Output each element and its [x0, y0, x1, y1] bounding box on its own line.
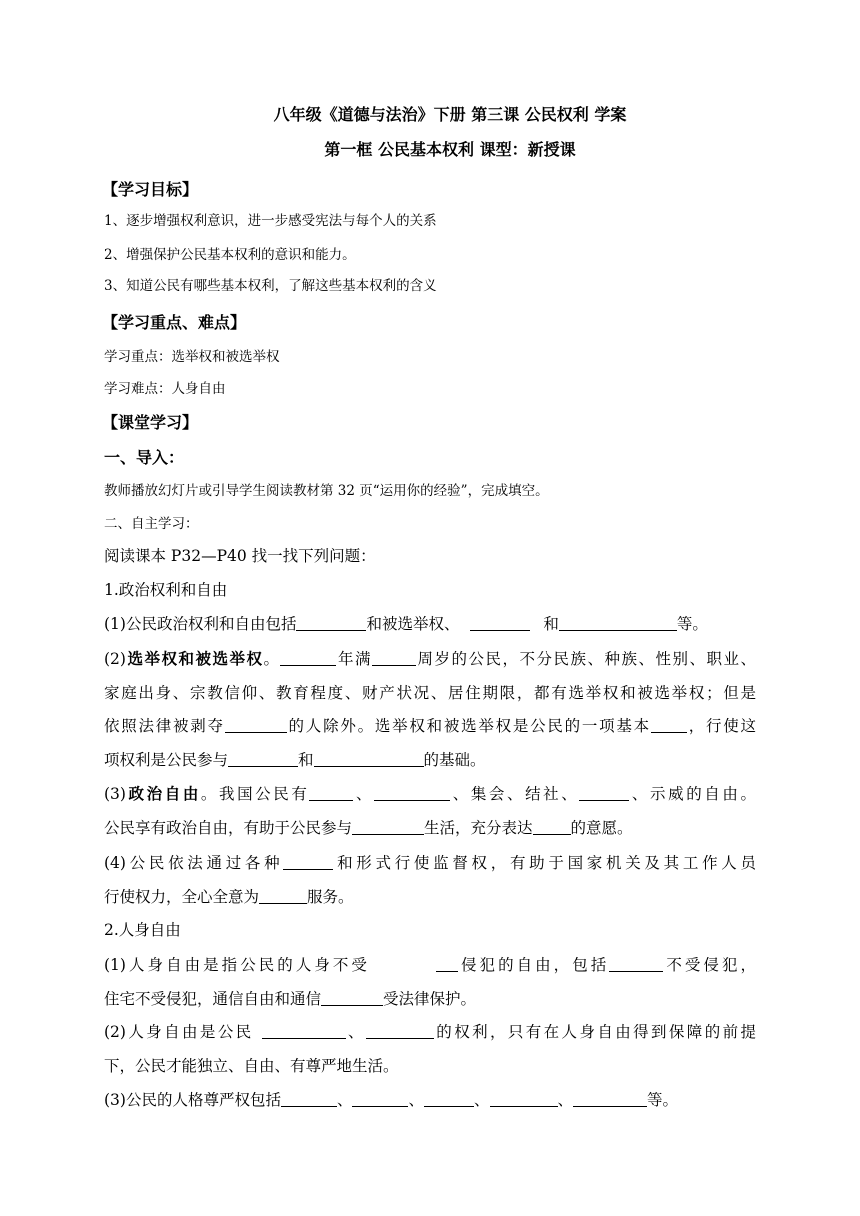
intro-heading: 一、导入： — [104, 448, 185, 467]
answer-blank[interactable] — [470, 615, 530, 632]
section-heading-goals: 【学习目标】 — [102, 180, 199, 199]
self-study-heading: 二、自主学习： — [104, 516, 199, 532]
answer-blank[interactable] — [436, 956, 458, 973]
section-heading-class: 【课堂学习】 — [102, 413, 199, 432]
answer-blank[interactable] — [533, 819, 571, 836]
answer-blank[interactable] — [424, 1091, 474, 1108]
answer-blank[interactable] — [296, 615, 366, 632]
difficulty: 学习难点：人身自由 — [104, 381, 226, 397]
answer-blank[interactable] — [280, 650, 336, 667]
doc-title: 八年级《道德与法治》下册 第三课 公民权利 学案 — [273, 105, 627, 124]
q1-2-line3: 依照法律被剥夺 的人除外。选举权和被选举权是公民的一项基本 ，行使这 — [104, 717, 756, 735]
answer-blank[interactable] — [573, 1091, 647, 1108]
answer-blank[interactable] — [281, 1091, 337, 1108]
answer-blank[interactable] — [609, 956, 663, 973]
q1-3-line2: 公民享有政治自由，有助于公民参与 生活，充分表达 的意愿。 — [104, 819, 633, 837]
q2-3: (3)公民的人格尊严权包括 、 、 、 、 等。 — [104, 1091, 679, 1109]
q2-2-line2: 下，公民才能独立、自由、有尊严地生活。 — [104, 1057, 399, 1075]
q1-3-line1: (3)政治自由。我国公民有 、 、集会、结社、 、示威的自由。 — [104, 784, 756, 803]
answer-blank[interactable] — [283, 854, 333, 871]
section-2-title: 2.人身自由 — [104, 921, 181, 939]
key-point: 学习重点：选举权和被选举权 — [104, 349, 280, 365]
intro-text: 教师播放幻灯片或引导学生阅读教材第 32 页“运用你的经验”，完成填空。 — [104, 483, 549, 499]
answer-blank[interactable] — [490, 1091, 558, 1108]
answer-blank[interactable] — [372, 650, 416, 667]
answer-blank[interactable] — [309, 785, 353, 802]
q1-4-line1: (4)公民依法通过各种 和形式行使监督权，有助于国家机关及其工作人员 — [104, 854, 756, 872]
answer-blank[interactable] — [559, 615, 677, 632]
answer-blank[interactable] — [259, 888, 307, 905]
goal-item: 2、增强保护公民基本权利的意识和能力。 — [104, 247, 356, 263]
answer-blank[interactable] — [352, 819, 424, 836]
answer-blank[interactable] — [352, 1091, 408, 1108]
answer-blank[interactable] — [225, 717, 287, 734]
q1-4-line2: 行使权力，全心全意为 服务。 — [104, 888, 354, 906]
q1-2-line2: 家庭出身、宗教信仰、教育程度、财产状况、居住期限，都有选举权和被选举权；但是 — [104, 684, 756, 702]
answer-blank[interactable] — [228, 751, 298, 768]
answer-blank[interactable] — [262, 1023, 346, 1040]
answer-blank[interactable] — [374, 785, 450, 802]
goal-item: 3、知道公民有哪些基本权利，了解这些基本权利的含义 — [104, 278, 437, 294]
q1-2-line4: 项权利是公民参与 和 的基础。 — [104, 751, 486, 769]
q1-2-line1: (2)选举权和被选举权。 年满 周岁的公民，不分民族、种族、性别、职业、 — [104, 649, 756, 668]
section-heading-keypoints: 【学习重点、难点】 — [102, 313, 247, 332]
answer-blank[interactable] — [314, 751, 424, 768]
q1-1: (1)公民政治权利和自由包括 和被选举权、 和 等。 — [104, 615, 708, 633]
answer-blank[interactable] — [366, 1023, 434, 1040]
section-1-title: 1.政治权利和自由 — [104, 581, 228, 599]
goal-item: 1、逐步增强权利意识，进一步感受宪法与每个人的关系 — [104, 213, 437, 229]
answer-blank[interactable] — [321, 990, 383, 1007]
q2-1-line1: (1)人身自由是指公民的人身不受 侵犯的自由，包括 不受侵犯， — [104, 956, 756, 974]
q2-1-line2: 住宅不受侵犯，通信自由和通信 受法律保护。 — [104, 990, 477, 1008]
answer-blank[interactable] — [579, 785, 629, 802]
doc-subtitle: 第一框 公民基本权利 课型：新授课 — [324, 140, 576, 159]
read-task: 阅读课本 P32—P40 找一找下列问题： — [104, 547, 376, 565]
answer-blank[interactable] — [651, 717, 687, 734]
q2-2-line1: (2)人身自由是公民 、 的权利，只有在人身自由得到保障的前提 — [104, 1023, 756, 1041]
